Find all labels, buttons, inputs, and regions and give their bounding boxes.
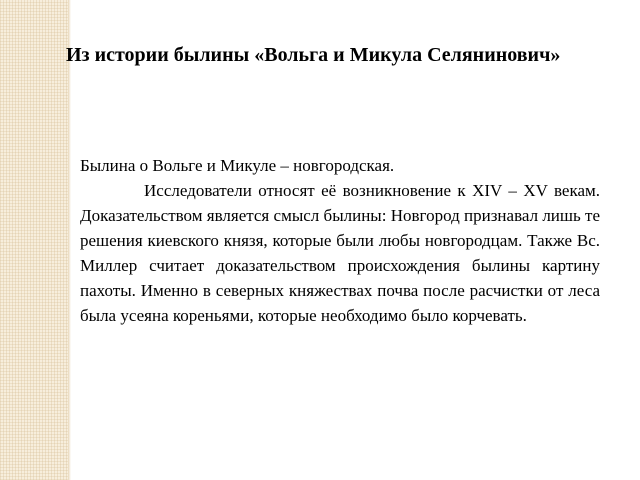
- paragraph-intro: Былина о Вольге и Микуле – новгородская.: [80, 156, 395, 175]
- slide-title: Из истории былины «Вольга и Микула Селянинович»: [66, 44, 561, 66]
- decorative-left-strip: [0, 0, 70, 480]
- decorative-strip-edge: [68, 0, 71, 480]
- slide-body: [80, 153, 600, 328]
- paragraph-main: Исследователи относят её возникновение к XIV – XV векам. Доказательством является смысл былины: Новгород признавал лишь те решения киевского князя, которые были любы новгородцам. Также Вс. Миллер считает доказательством происхождения былины картину пахоты. Именно в северных княжествах почва после расчистки от леса была усеяна кореньями, которые необходимо было корчевать.: [80, 181, 600, 325]
